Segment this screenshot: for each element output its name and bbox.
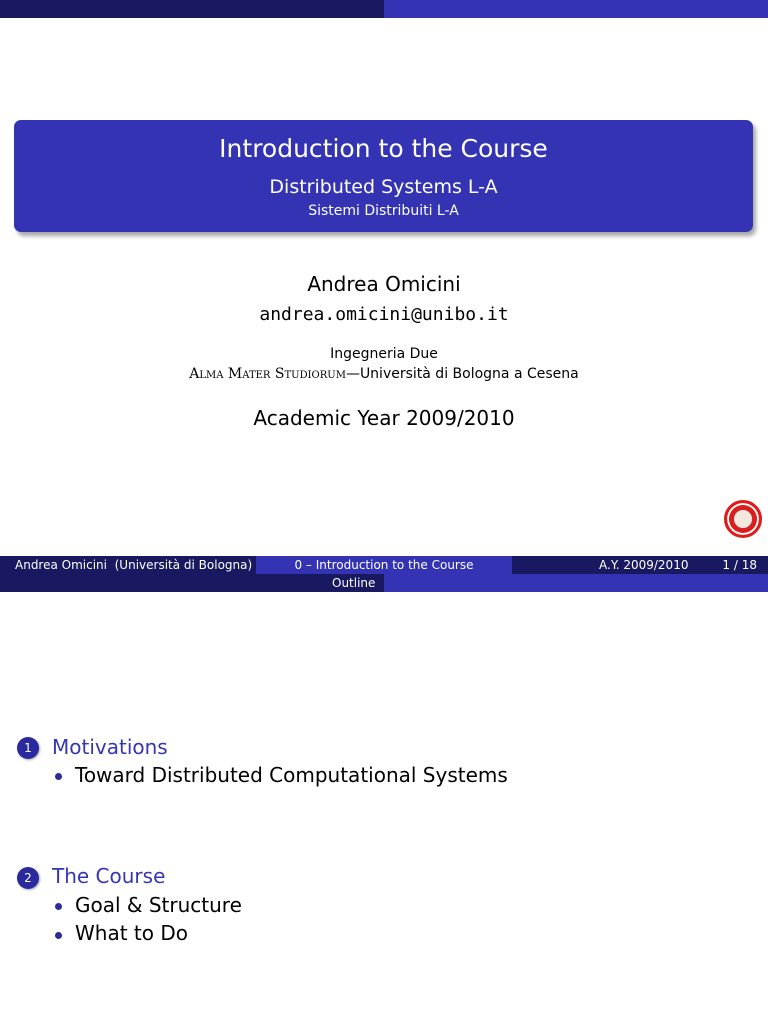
academic-year: Academic Year 2009/2010	[253, 406, 515, 430]
bullet-icon	[55, 773, 62, 780]
top-bar-right	[384, 0, 768, 18]
outline-header: Outline	[332, 576, 376, 590]
author-email: andrea.omicini@unibo.it	[259, 304, 509, 325]
section-number-1: 1	[17, 737, 39, 759]
institute-smallcaps: Alma Mater Studiorum	[189, 366, 346, 382]
subsection-goal-structure[interactable]: Goal & Structure	[75, 893, 242, 917]
institute-rest: —Università di Bologna a Cesena	[345, 366, 579, 382]
slide-title: Introduction to the Course	[219, 134, 548, 163]
footer-year: A.Y. 2009/2010	[599, 558, 689, 572]
footer-title: 0 – Introduction to the Course	[256, 556, 512, 574]
section-title-the-course[interactable]: The Course	[52, 864, 166, 888]
footer-right	[512, 556, 768, 574]
institute-line-2	[0, 366, 768, 382]
subsection-toward-distributed[interactable]: Toward Distributed Computational Systems	[75, 763, 508, 787]
top-bar-left	[0, 0, 384, 18]
slide-subtitle: Distributed Systems L-A	[269, 176, 498, 198]
institute-line-1: Ingegneria Due	[330, 346, 438, 362]
bullet-icon	[55, 903, 62, 910]
section-title-motivations[interactable]: Motivations	[52, 735, 168, 759]
slide-subtitle-italian: Sistemi Distribuiti L-A	[308, 203, 459, 219]
outline-header-bar	[0, 574, 384, 592]
footer-page-number: 1 / 18	[722, 558, 757, 572]
title-box	[14, 120, 753, 232]
subsection-what-to-do[interactable]: What to Do	[75, 921, 188, 945]
outline-header-bar-right	[384, 574, 768, 592]
author-name: Andrea Omicini	[307, 272, 461, 296]
footer-author	[0, 556, 256, 574]
university-seal-icon	[724, 500, 762, 538]
section-number-2: 2	[17, 867, 39, 889]
footer-author-text: Andrea Omicini (Università di Bologna)	[15, 558, 253, 572]
bullet-icon	[55, 932, 62, 939]
